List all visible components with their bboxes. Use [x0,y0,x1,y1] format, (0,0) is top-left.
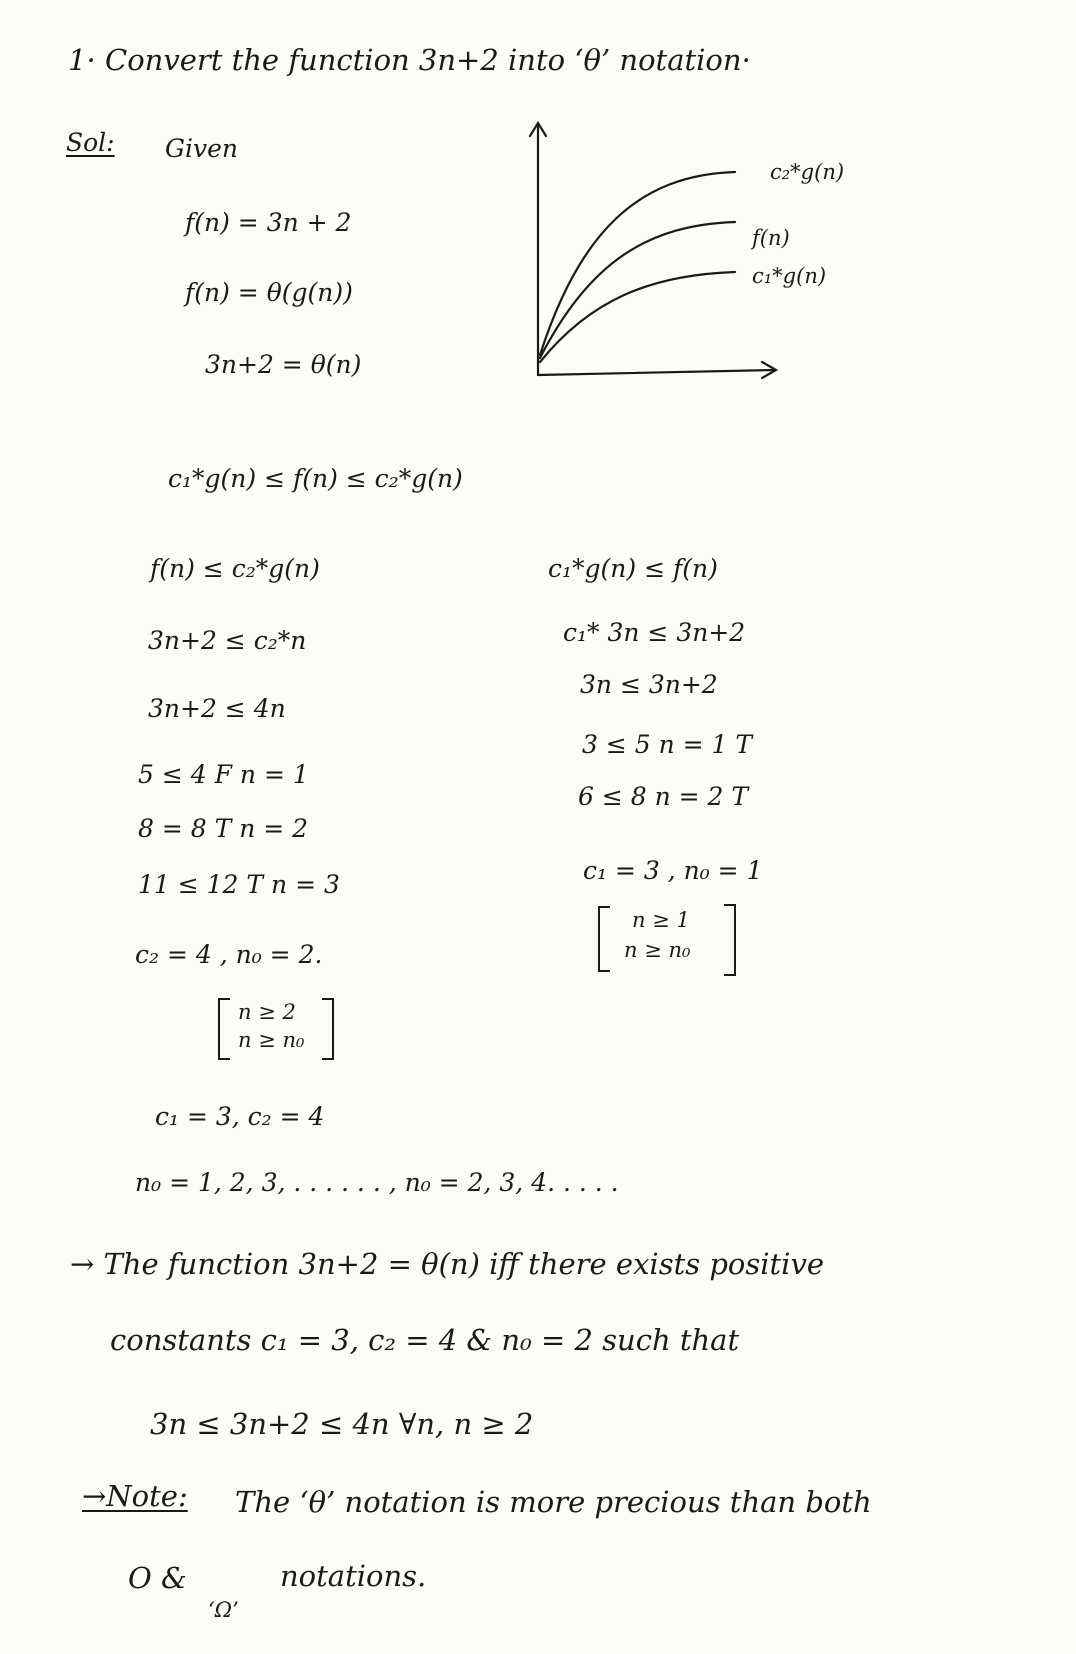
bounds-graph [520,110,880,390]
left-line-6: 11 ≤ 12 T n = 3 [138,870,340,899]
conclusion-line-1: → The function 3n+2 = θ(n) iff there exists positive [70,1247,824,1281]
theta-inequality: c₁*g(n) ≤ f(n) ≤ c₂*g(n) [168,464,463,493]
x-axis [538,370,775,375]
right-line-6: c₁ = 3 , n₀ = 1 [583,856,763,885]
function-definition: f(n) = 3n + 2 [185,208,352,237]
left-line-4: 5 ≤ 4 F n = 1 [138,760,309,789]
left-line-2: 3n+2 ≤ c₂*n [148,626,307,655]
left-bracket-bottom: n ≥ n₀ [238,1028,305,1052]
problem-text: Convert the function 3n+2 into ‘θ’ notation· [105,43,751,77]
left-line-7: c₂ = 4 , n₀ = 2. [135,940,323,969]
note-line-1: The ‘θ’ notation is more precious than both [235,1485,872,1519]
graph-label-lower: c₁*g(n) [752,264,827,288]
curve-upper [540,172,735,355]
right-line-3: 3n ≤ 3n+2 [580,670,718,699]
right-line-2: c₁* 3n ≤ 3n+2 [563,618,746,647]
left-bracket-close [322,998,334,1060]
note-label: →Note: [82,1479,188,1513]
note-o-and: O & [128,1561,187,1595]
left-line-5: 8 = 8 T n = 2 [138,814,309,843]
conclusion-line-3: 3n ≤ 3n+2 ≤ 4n ∀n, n ≥ 2 [150,1407,534,1441]
left-bracket-open [218,998,230,1060]
sol-label: Sol: [66,128,115,157]
right-bracket-open [598,906,610,972]
left-bracket-top: n ≥ 2 [238,1000,296,1024]
right-bracket-top: n ≥ 1 [632,908,690,932]
curve-lower [540,272,735,362]
given-label: Given [165,134,238,163]
problem-number: 1· [68,43,96,77]
right-line-4: 3 ≤ 5 n = 1 T [582,730,753,759]
constants-line-1: c₁ = 3, c₂ = 4 [155,1102,325,1131]
right-line-1: c₁*g(n) ≤ f(n) [548,554,718,583]
graph-label-middle: f(n) [752,226,790,250]
constants-line-2: n₀ = 1, 2, 3, . . . . . . , n₀ = 2, 3, 4. . . . . [135,1168,619,1197]
left-line-1: f(n) ≤ c₂*g(n) [150,554,320,583]
graph-label-upper: c₂*g(n) [770,160,845,184]
conclusion-line-2: constants c₁ = 3, c₂ = 4 & n₀ = 2 such that [110,1323,740,1357]
right-bracket-close [724,904,736,976]
theta-definition: f(n) = θ(g(n)) [185,278,353,307]
right-line-5: 6 ≤ 8 n = 2 T [578,782,749,811]
note-omega: ‘Ω’ [208,1598,239,1622]
theta-of-n: 3n+2 = θ(n) [205,350,362,379]
right-bracket-bottom: n ≥ n₀ [624,938,691,962]
note-notations: notations. [280,1559,427,1593]
left-line-3: 3n+2 ≤ 4n [148,694,286,723]
